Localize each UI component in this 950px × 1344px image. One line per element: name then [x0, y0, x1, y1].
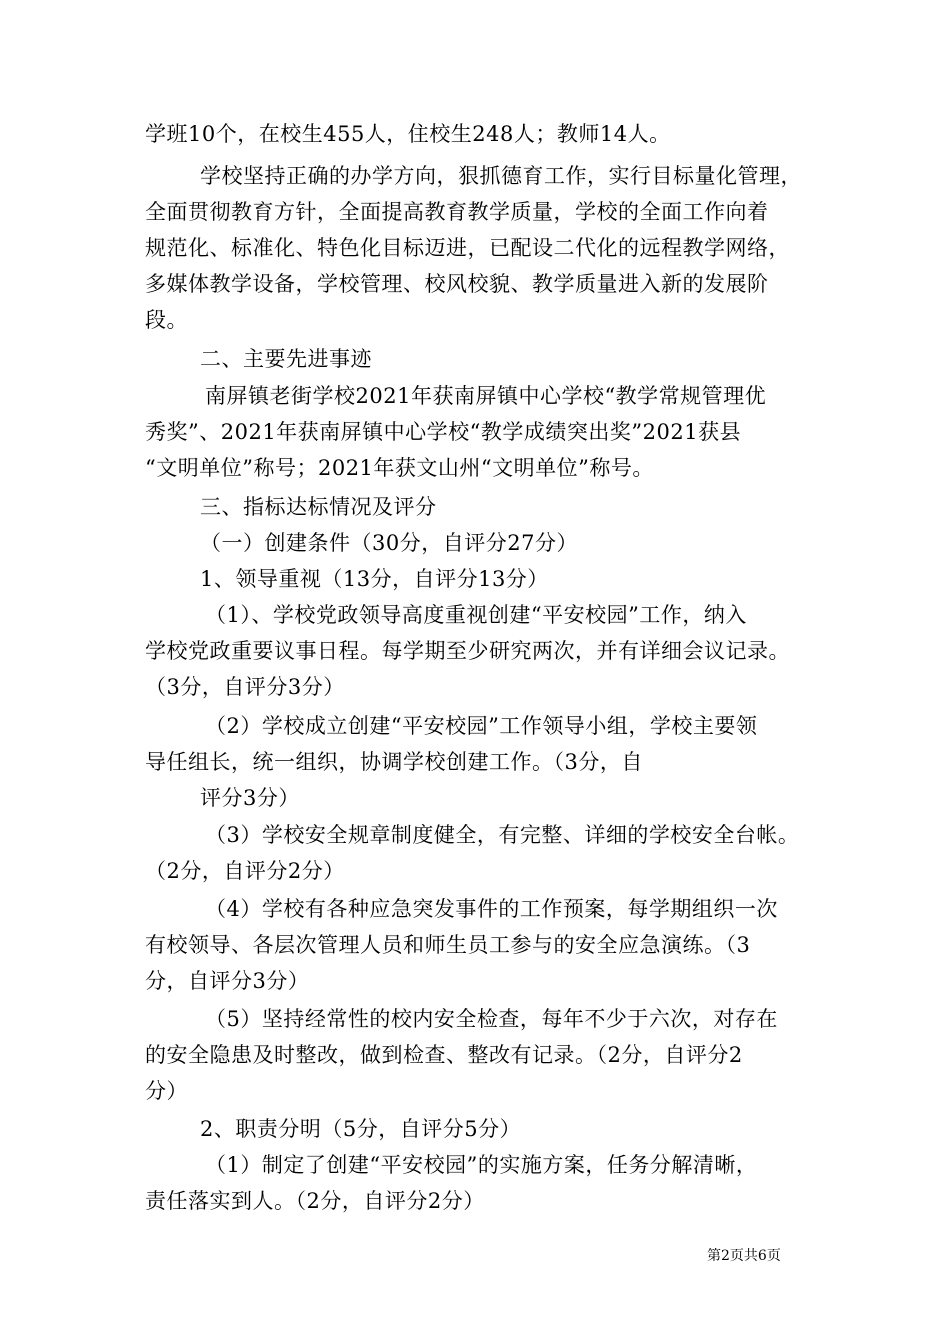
paragraph-start: （2）学校成立创建“平安校园”工作领导小组，学校主要领	[205, 714, 758, 738]
paragraph-start: （4）学校有各种应急突发事件的工作预案，每学期组织一次	[205, 897, 778, 921]
text-line: 学班10个，在校生455人，住校生248人；教师14人。	[145, 122, 671, 146]
paragraph-start: （5）坚持经常性的校内安全检查，每年不少于六次，对存在	[205, 1007, 778, 1031]
subsection-heading: （一）创建条件（30分，自评分27分）	[200, 531, 578, 555]
text-line: 规范化、标准化、特色化目标迈进，已配设二代化的远程教学网络，	[145, 236, 790, 260]
section-heading: 二、主要先进事迹	[200, 347, 372, 371]
text-line: 责任落实到人。（2分，自评分2分）	[145, 1189, 485, 1213]
paragraph-start: （1）制定了创建“平安校园”的实施方案，任务分解清晰，	[205, 1153, 758, 1177]
page-number: 第2页共6页	[707, 1248, 781, 1264]
text-line: （2分，自评分2分）	[145, 859, 345, 883]
text-line: （3分，自评分3分）	[145, 675, 345, 699]
text-line: 导任组长，统一组织，协调学校创建工作。（3分，自	[145, 750, 643, 774]
text-line: 分，自评分3分）	[145, 969, 310, 993]
paragraph-start: 南屏镇老街学校2021年获南屏镇中心学校“教学常规管理优	[205, 384, 767, 408]
text-line: 的安全隐患及时整改，做到检查、整改有记录。（2分，自评分2	[145, 1043, 743, 1067]
text-line: 全面贯彻教育方针，全面提高教育教学质量，学校的全面工作向着	[145, 200, 769, 224]
text-line: “文明单位”称号；2021年获文山州“文明单位”称号。	[145, 456, 654, 480]
text-line: 多媒体教学设备，学校管理、校风校貌、教学质量进入新的发展阶	[145, 272, 769, 296]
text-line: 分）	[145, 1079, 188, 1103]
paragraph-start: 学校坚持正确的办学方向，狠抓德育工作，实行目标量化管理，	[200, 164, 802, 188]
item-heading: 1、领导重视（13分，自评分13分）	[200, 567, 549, 591]
text-line: 秀奖”、2021年获南屏镇中心学校“教学成绩突出奖”2021获县	[145, 420, 742, 444]
section-heading: 三、指标达标情况及评分	[200, 495, 437, 519]
text-line: 段。	[145, 308, 188, 332]
paragraph-start: （3）学校安全规章制度健全，有完整、详细的学校安全台帐。	[205, 823, 800, 847]
text-line: 有校领导、各层次管理人员和师生员工参与的安全应急演练。（3	[145, 933, 751, 957]
paragraph-start: （1）、学校党政领导高度重视创建“平安校园”工作，纳入	[205, 603, 747, 627]
text-line: 学校党政重要议事日程。每学期至少研究两次，并有详细会议记录。	[145, 639, 790, 663]
item-heading: 2、职责分明（5分，自评分5分）	[200, 1117, 522, 1141]
text-line: 评分3分）	[200, 786, 300, 810]
